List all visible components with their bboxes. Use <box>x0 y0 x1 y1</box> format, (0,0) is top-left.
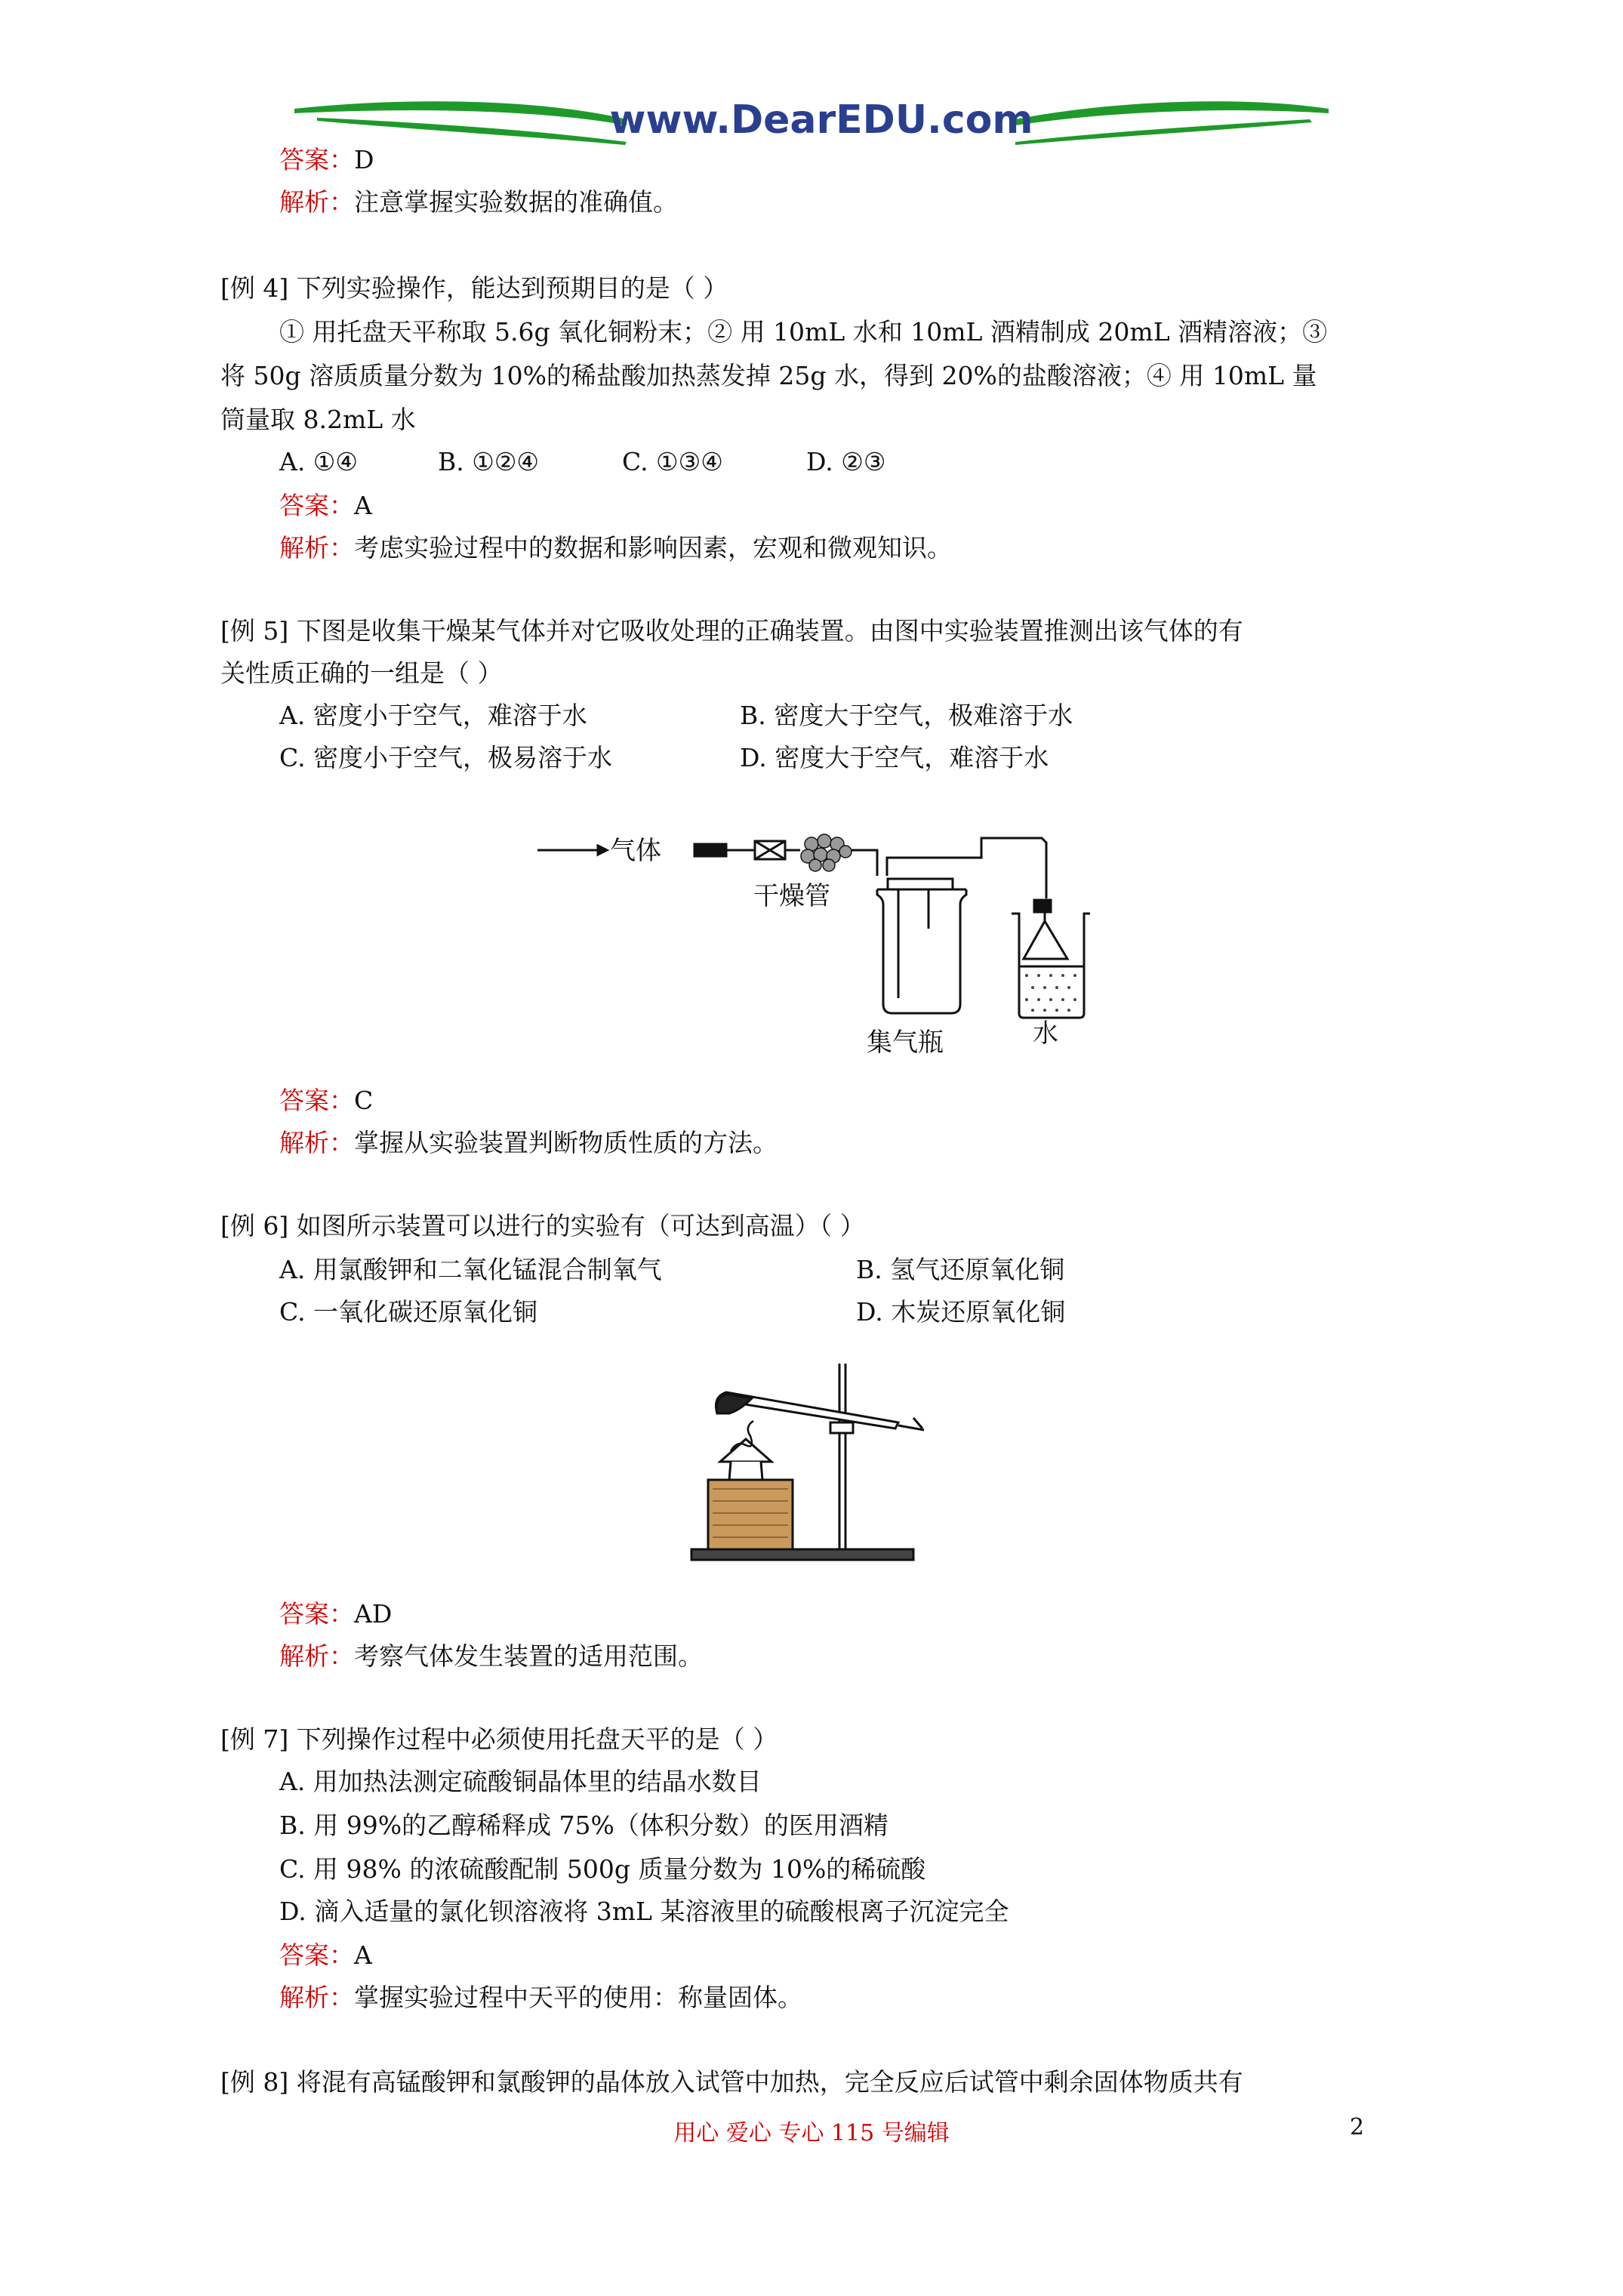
question-4-body-line-2: 将 50g 溶质质量分数为 10%的稀盐酸加热蒸发掉 25g 水，得到 20%的盐酸溶液；④ 用 10mL 量 <box>220 361 1317 390</box>
q4-option-c: C. ①③④ <box>622 447 723 476</box>
page-number: 2 <box>1350 2114 1365 2140</box>
drying-tube-label: 干燥管 <box>753 881 830 911</box>
heating-apparatus-figure <box>687 1351 944 1570</box>
q6-option-c: C. 一氧化碳还原氧化铜 <box>279 1297 538 1327</box>
q6-option-a: A. 用氯酸钾和二氧化锰混合制氧气 <box>279 1255 662 1284</box>
question-4-heading: [例 4] 下列实验操作，能达到预期目的是（ ） <box>220 273 728 303</box>
q7-option-a: A. 用加热法测定硫酸铜晶体里的结晶水数目 <box>279 1767 762 1796</box>
question-5-heading-line-1: [例 5] 下图是收集干燥某气体并对它吸收处理的正确装置。由图中实验装置推测出该气体的有 <box>220 616 1243 646</box>
answer-value: A <box>354 491 372 520</box>
q4-option-a: A. ①④ <box>279 447 358 476</box>
q5-option-c: C. 密度小于空气，极易溶于水 <box>279 743 613 772</box>
answer-5 <box>279 1086 373 1116</box>
answer-7 <box>279 1940 372 1971</box>
answer-label: 答案： <box>279 145 354 174</box>
question-5-heading-line-2: 关性质正确的一组是（ ） <box>220 658 503 688</box>
answer-label: 答案： <box>279 1086 354 1115</box>
header-logo <box>0 91 1623 159</box>
answer-6 <box>279 1599 392 1629</box>
q7-option-d: D. 滴入适量的氯化钡溶液将 3mL 某溶液里的硫酸根离子沉淀完全 <box>279 1897 1009 1926</box>
q7-option-c: C. 用 98% 的浓硫酸配制 500g 质量分数为 10%的稀硫酸 <box>279 1854 926 1884</box>
answer-value: A <box>354 1940 372 1970</box>
answer-4 <box>279 491 372 521</box>
explanation-text: 注意掌握实验数据的准确值。 <box>354 187 678 217</box>
answer-label: 答案： <box>279 1599 354 1629</box>
explanation-6 <box>279 1641 703 1672</box>
gas-collection-apparatus-figure <box>528 815 1102 1065</box>
gas-bottle-label: 集气瓶 <box>867 1028 944 1058</box>
question-4-body-line-1: ① 用托盘天平称取 5.6g 氧化铜粉末；② 用 10mL 水和 10mL 酒精制成 20mL 酒精溶液；③ <box>279 317 1328 347</box>
explanation-5 <box>279 1128 778 1158</box>
answer-value: D <box>354 145 374 174</box>
explanation-text: 掌握从实验装置判断物质性质的方法。 <box>354 1128 778 1157</box>
explanation-text: 考虑实验过程中的数据和影响因素，宏观和微观知识。 <box>354 533 952 562</box>
question-8-heading: [例 8] 将混有高锰酸钾和氯酸钾的晶体放入试管中加热，完全反应后试管中剩余固体物质共有 <box>220 2067 1243 2097</box>
question-4-body-line-3: 筒量取 8.2mL 水 <box>220 405 416 434</box>
answer-value: C <box>354 1086 374 1115</box>
q7-option-b: B. 用 99%的乙醇稀释成 75%（体积分数）的医用酒精 <box>279 1811 888 1840</box>
q5-option-b: B. 密度大于空气，极难溶于水 <box>740 701 1073 730</box>
explanation-label: 解析： <box>279 1128 354 1157</box>
water-label: 水 <box>1033 1019 1058 1049</box>
explanation-label: 解析： <box>279 1983 354 2012</box>
explanation-label: 解析： <box>279 187 354 217</box>
q4-option-d: D. ②③ <box>806 447 886 476</box>
q4-option-b: B. ①②④ <box>438 447 539 476</box>
q5-option-a: A. 密度小于空气，难溶于水 <box>279 701 587 730</box>
answer-label: 答案： <box>279 491 354 520</box>
question-6-heading: [例 6] 如图所示装置可以进行的实验有（可达到高温）（ ） <box>220 1211 865 1240</box>
answer-3 <box>279 145 374 175</box>
explanation-text: 掌握实验过程中天平的使用：称量固体。 <box>354 1983 802 2012</box>
explanation-text: 考察气体发生装置的适用范围。 <box>354 1641 703 1671</box>
explanation-7 <box>279 1983 802 2013</box>
explanation-4 <box>279 533 952 563</box>
q6-option-b: B. 氢气还原氧化铜 <box>856 1255 1065 1284</box>
logo-swoosh-graphic <box>0 91 1623 159</box>
explanation-label: 解析： <box>279 533 354 562</box>
footer-text: 用心 爱心 专心 115 号编辑 <box>673 2120 950 2147</box>
answer-label: 答案： <box>279 1940 354 1970</box>
gas-label: 气体 <box>610 836 661 866</box>
explanation-label: 解析： <box>279 1641 354 1671</box>
question-7-heading: [例 7] 下列操作过程中必须使用托盘天平的是（ ） <box>220 1724 778 1754</box>
answer-value: AD <box>354 1599 393 1629</box>
q6-option-d: D. 木炭还原氧化铜 <box>856 1297 1066 1327</box>
q5-option-d: D. 密度大于空气，难溶于水 <box>740 743 1049 772</box>
explanation-3 <box>279 187 678 217</box>
logo-text: www.DearEDU.com <box>609 97 1033 143</box>
